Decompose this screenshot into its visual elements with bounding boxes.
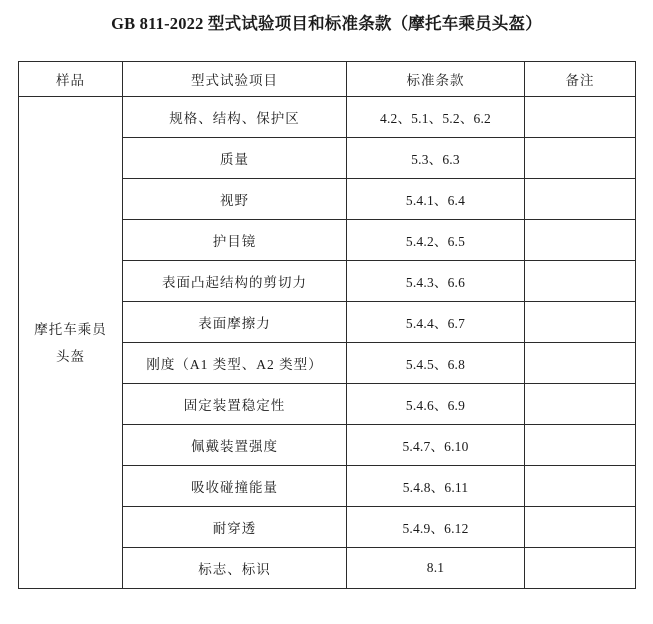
type-test-table xyxy=(18,61,636,589)
remark-cell xyxy=(525,261,636,302)
clause-cell: 5.4.4、6.7 xyxy=(347,302,525,343)
test-item-cell: 耐穿透 xyxy=(123,507,347,548)
clause-cell: 4.2、5.1、5.2、6.2 xyxy=(347,97,525,138)
clause-cell: 5.4.9、6.12 xyxy=(347,507,525,548)
clause-cell: 5.3、6.3 xyxy=(347,138,525,179)
column-header-sample: 样品 xyxy=(19,62,123,97)
test-item-cell: 刚度（A1 类型、A2 类型） xyxy=(123,343,347,384)
test-item-cell: 视野 xyxy=(123,179,347,220)
test-item-cell: 质量 xyxy=(123,138,347,179)
remark-cell xyxy=(525,220,636,261)
clause-cell: 5.4.2、6.5 xyxy=(347,220,525,261)
test-item-cell: 表面凸起结构的剪切力 xyxy=(123,261,347,302)
clause-cell: 5.4.3、6.6 xyxy=(347,261,525,302)
remark-cell xyxy=(525,138,636,179)
clause-cell: 5.4.5、6.8 xyxy=(347,343,525,384)
table-body xyxy=(19,97,636,589)
remark-cell xyxy=(525,384,636,425)
test-item-cell: 护目镜 xyxy=(123,220,347,261)
table-header-row xyxy=(19,62,636,97)
clause-cell: 8.1 xyxy=(347,548,525,589)
sample-label-line-2: 头盔 xyxy=(56,348,85,364)
test-item-cell: 表面摩擦力 xyxy=(123,302,347,343)
remark-cell xyxy=(525,179,636,220)
remark-cell xyxy=(525,343,636,384)
clause-cell: 5.4.8、6.11 xyxy=(347,466,525,507)
test-item-cell: 佩戴装置强度 xyxy=(123,425,347,466)
remark-cell xyxy=(525,425,636,466)
remark-cell xyxy=(525,302,636,343)
sample-label-line-1: 摩托车乘员 xyxy=(34,321,107,337)
test-item-cell: 标志、标识 xyxy=(123,548,347,589)
remark-cell xyxy=(525,97,636,138)
table-container xyxy=(18,61,635,589)
column-header-clause: 标准条款 xyxy=(347,62,525,97)
sample-cell xyxy=(19,97,123,589)
remark-cell xyxy=(525,507,636,548)
clause-cell: 5.4.1、6.4 xyxy=(347,179,525,220)
table-header xyxy=(19,62,636,97)
test-item-cell: 规格、结构、保护区 xyxy=(123,97,347,138)
column-header-item: 型式试验项目 xyxy=(123,62,347,97)
clause-cell: 5.4.6、6.9 xyxy=(347,384,525,425)
test-item-cell: 固定装置稳定性 xyxy=(123,384,347,425)
remark-cell xyxy=(525,466,636,507)
page-title: GB 811-2022 型式试验项目和标准条款（摩托车乘员头盔） xyxy=(111,14,542,33)
test-item-cell: 吸收碰撞能量 xyxy=(123,466,347,507)
table-row xyxy=(19,97,636,138)
remark-cell xyxy=(525,548,636,589)
clause-cell: 5.4.7、6.10 xyxy=(347,425,525,466)
column-header-remark: 备注 xyxy=(525,62,636,97)
